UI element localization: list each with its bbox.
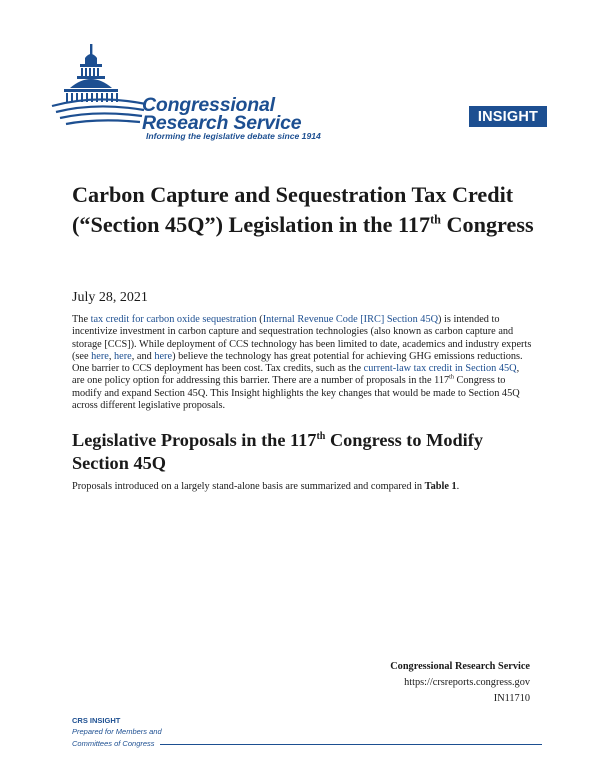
- logo-name-line1: Congressional: [142, 94, 275, 116]
- footer-url[interactable]: https://crsreports.congress.gov: [404, 677, 530, 688]
- tax-credit-link[interactable]: tax credit for carbon oxide sequestration: [90, 314, 257, 325]
- here-link-2[interactable]: here: [114, 350, 132, 362]
- crs-logo: [50, 42, 321, 142]
- crs-insight-label: CRS INSIGHT: [72, 716, 121, 725]
- here-link-1[interactable]: here: [91, 350, 109, 362]
- logo-tagline: Informing the legislative debate since 1914: [146, 131, 321, 141]
- report-id: IN11710: [493, 693, 530, 704]
- footer-org: Congressional Research Service: [390, 661, 530, 672]
- current-law-link[interactable]: current-law tax credit in Section 45Q: [363, 363, 517, 375]
- footer-divider: [160, 744, 542, 745]
- section-paragraph: Proposals introduced on a largely stand-alone basis are summarized and compared in Table 1.: [72, 481, 460, 492]
- here-link-3[interactable]: here: [154, 350, 173, 362]
- insight-badge: INSIGHT: [469, 106, 547, 127]
- prepared-for-line: Prepared for Members and: [72, 727, 162, 736]
- committees-line: Committees of Congress: [72, 739, 155, 748]
- section-heading: Legislative Proposals in the 117th Congress to Modify Section 45Q: [72, 430, 483, 473]
- page-title: Carbon Capture and Sequestration Tax Credit (“Section 45Q”) Legislation in the 117th Congress: [72, 182, 534, 237]
- publication-date: July 28, 2021: [72, 290, 148, 305]
- capitol-dome-icon: [50, 42, 150, 142]
- irc-section-45q-link[interactable]: Internal Revenue Code [IRC] Section 45Q: [262, 314, 439, 325]
- logo-name-line2: Research Service: [142, 112, 302, 134]
- table-reference: Table 1: [424, 481, 457, 492]
- intro-paragraph: The tax credit for carbon oxide sequestration (Internal Revenue Code [IRC] Section 45Q) is intended to incentivize investment in carbon capture and sequestration technologies (also known as carbon capture and storage [CCS]). While deployment of CCS technology has been limited to date, academics and industry experts (see here, here, and here) believe the technology has great potential for achieving GHG emissions reductions. One barrier to CCS deployment has been cost. Tax credits, such as the current-law tax credit in Section 45Q, are one policy option for addressing this barrier. There are a number of proposals in the 117th Congress to modify and expand Section 45Q. This Insight highlights the key changes that would be made to Section 45Q across different legislative proposals.: [72, 314, 532, 412]
